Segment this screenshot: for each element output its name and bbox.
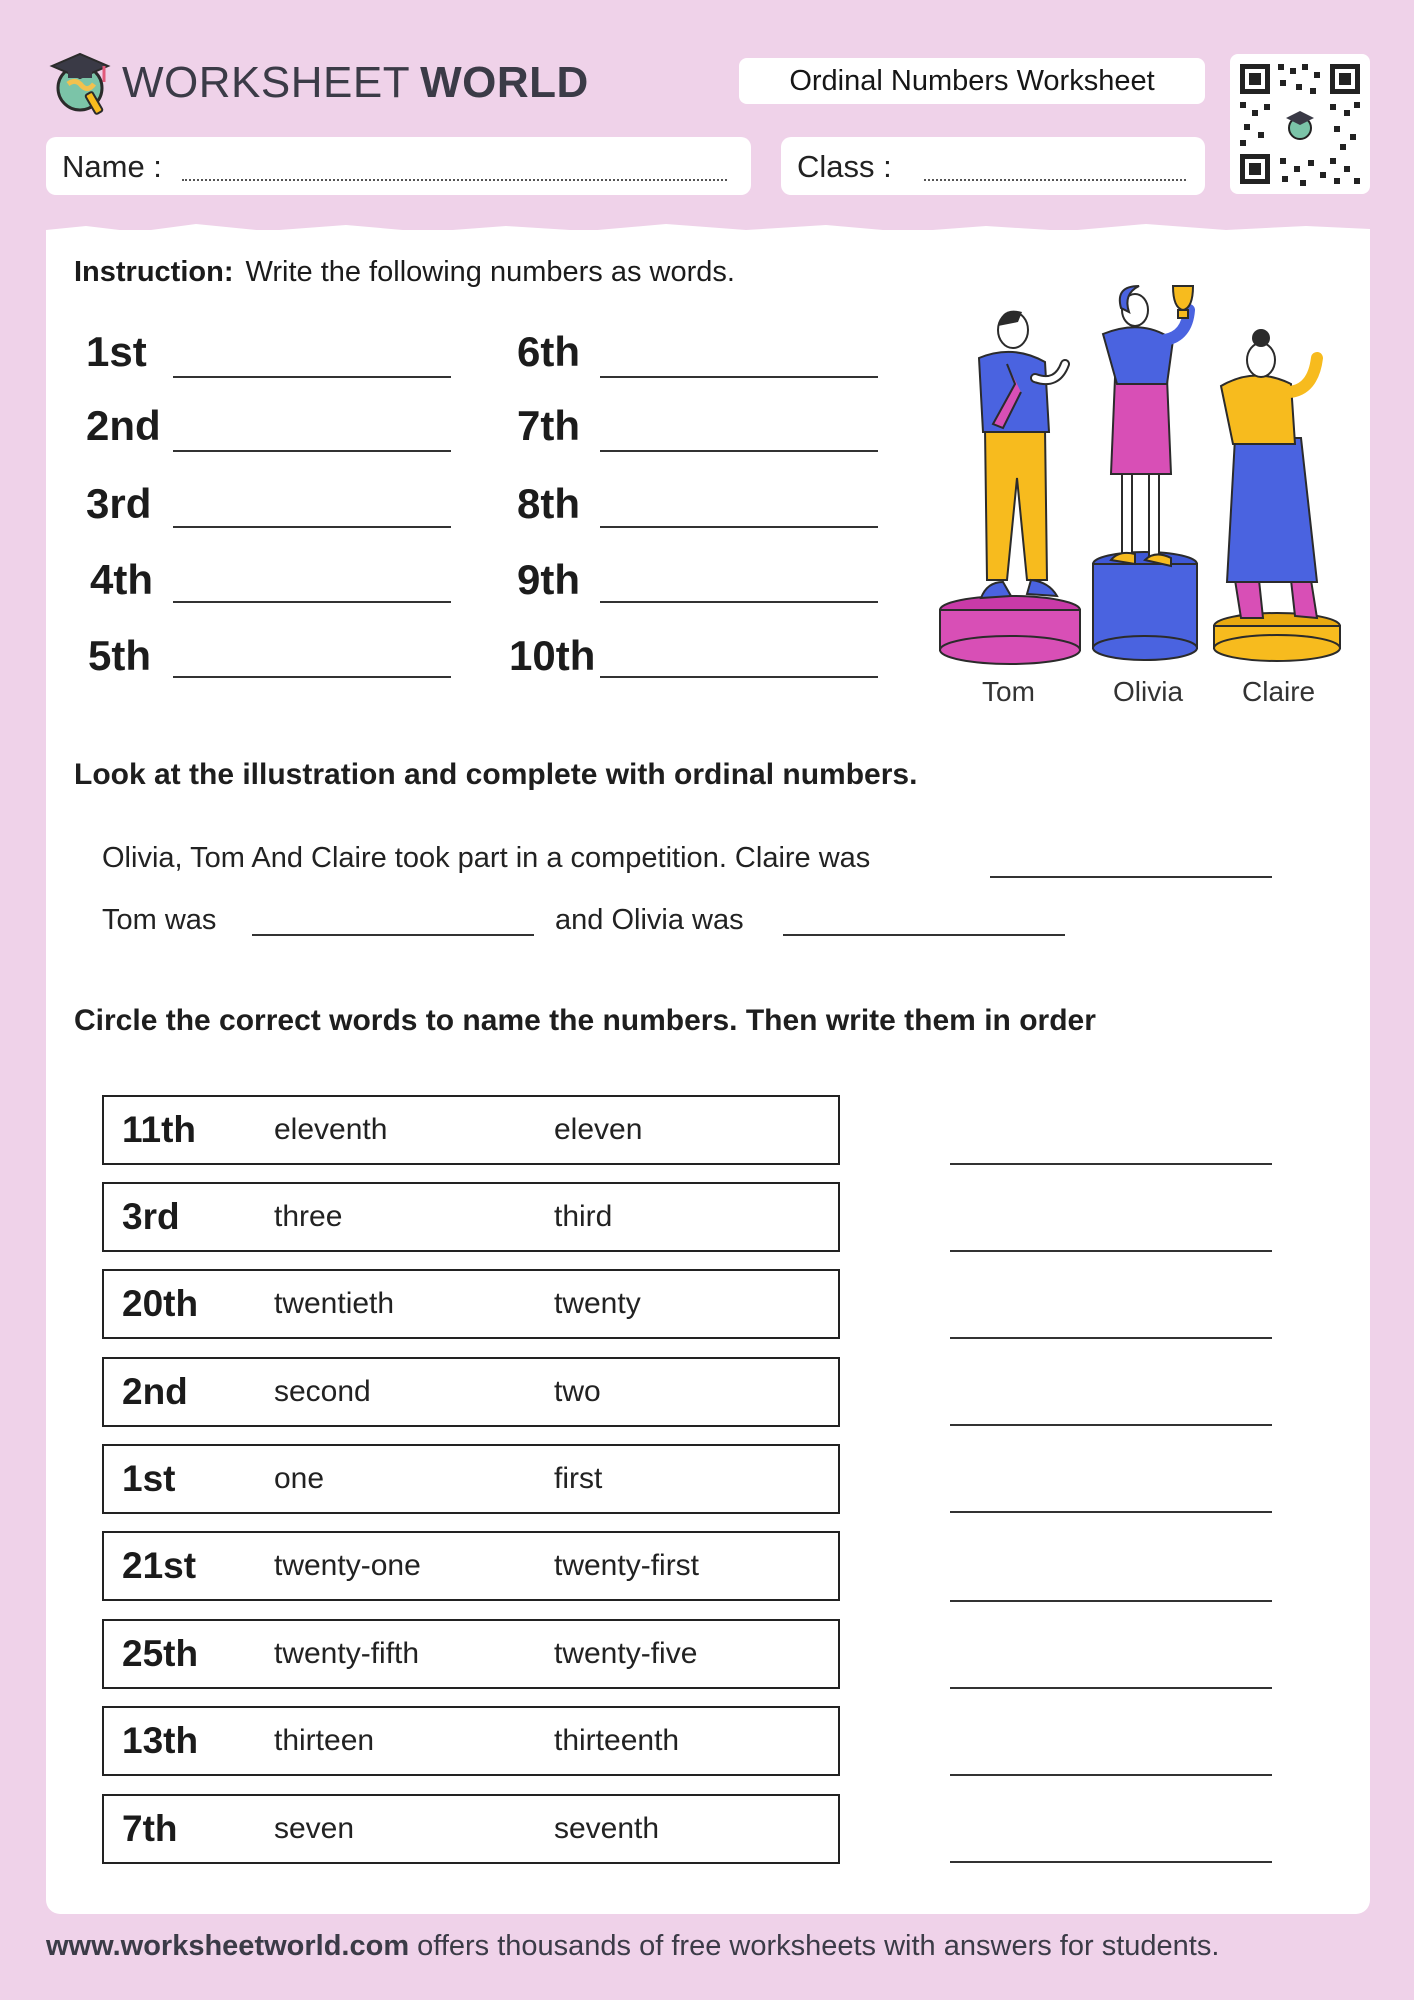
answer-line-right-3[interactable]	[600, 526, 878, 528]
name-field[interactable]	[46, 137, 751, 195]
instruction-label: Instruction:	[74, 256, 234, 288]
podium-illustration	[935, 268, 1355, 668]
answer-line-left-1[interactable]	[173, 376, 451, 378]
ordinal-right-10: 10th	[509, 632, 596, 679]
order-answer-line[interactable]	[950, 1687, 1272, 1689]
figure-label-claire: Claire	[1242, 676, 1316, 707]
order-answer-line[interactable]	[950, 1337, 1272, 1339]
choice-row	[102, 1182, 840, 1252]
row-option-b[interactable]: thirteenth	[554, 1724, 680, 1757]
answer-line-olivia[interactable]	[783, 934, 1065, 936]
footer-url[interactable]: www.worksheetworld.com	[46, 1930, 410, 1962]
answer-line-left-2[interactable]	[173, 450, 451, 452]
ordinal-left-3: 3rd	[86, 480, 152, 527]
row-number: 2nd	[122, 1371, 188, 1412]
answer-line-left-4[interactable]	[173, 601, 451, 603]
row-option-b[interactable]: two	[554, 1375, 601, 1408]
instruction	[74, 256, 735, 289]
row-option-a[interactable]: twenty-one	[274, 1549, 421, 1582]
answer-line-tom[interactable]	[252, 934, 534, 936]
figure-label-tom: Tom	[982, 676, 1035, 707]
row-option-b[interactable]: twenty	[554, 1287, 641, 1320]
row-number: 11th	[122, 1109, 197, 1150]
row-option-b[interactable]: third	[554, 1200, 613, 1233]
order-answer-line[interactable]	[950, 1600, 1272, 1602]
row-option-a[interactable]: eleventh	[274, 1113, 388, 1146]
answer-line-left-5[interactable]	[173, 676, 451, 678]
answer-line-right-1[interactable]	[600, 376, 878, 378]
row-number: 25th	[122, 1633, 199, 1674]
order-answer-line[interactable]	[950, 1511, 1272, 1513]
ordinal-left-4: 4th	[90, 556, 153, 603]
qr-code	[1230, 54, 1370, 194]
row-option-a[interactable]: twenty-fifth	[274, 1637, 420, 1670]
row-option-a[interactable]: one	[274, 1462, 325, 1495]
order-answer-line[interactable]	[950, 1861, 1272, 1863]
brand-name	[122, 58, 589, 108]
row-number: 20th	[122, 1283, 199, 1324]
footer	[46, 1930, 1219, 1963]
row-number: 1st	[122, 1458, 176, 1499]
answer-line-right-4[interactable]	[600, 601, 878, 603]
brand-light: WORKSHEET	[122, 58, 411, 107]
choice-row	[102, 1269, 840, 1339]
answer-line-right-5[interactable]	[600, 676, 878, 678]
name-dotted-line	[182, 179, 727, 181]
row-number: 3rd	[122, 1196, 180, 1237]
row-option-b[interactable]: first	[554, 1462, 603, 1495]
class-label: Class :	[797, 149, 892, 184]
ordinal-right-9: 9th	[517, 556, 580, 603]
order-answer-line[interactable]	[950, 1250, 1272, 1252]
ordinal-left-2: 2nd	[86, 402, 161, 449]
row-option-b[interactable]: seventh	[554, 1812, 660, 1845]
choice-row	[102, 1794, 840, 1864]
row-option-a[interactable]: second	[274, 1375, 371, 1408]
brand-bold: WORLD	[420, 58, 589, 107]
ordinal-right-6: 6th	[517, 328, 580, 375]
row-option-a[interactable]: three	[274, 1200, 343, 1233]
row-number: 13th	[122, 1720, 199, 1761]
choice-row	[102, 1357, 840, 1427]
sentence-line-1: Olivia, Tom And Claire took part in a competition. Claire was	[102, 842, 871, 874]
row-option-b[interactable]: twenty-five	[554, 1637, 698, 1670]
row-option-b[interactable]: eleven	[554, 1113, 643, 1146]
ordinal-left-5: 5th	[88, 632, 151, 679]
choice-row	[102, 1444, 840, 1514]
sentence-olivia-was: and Olivia was	[555, 904, 744, 936]
paper-torn-edge	[46, 214, 1370, 248]
row-number: 21st	[122, 1545, 197, 1586]
section2-heading: Look at the illustration and complete with ordinal numbers.	[74, 758, 918, 791]
class-field[interactable]	[781, 137, 1205, 195]
answer-line-right-2[interactable]	[600, 450, 878, 452]
name-label: Name :	[62, 149, 162, 184]
answer-line-claire[interactable]	[990, 876, 1272, 878]
choice-row	[102, 1706, 840, 1776]
row-option-a[interactable]: seven	[274, 1812, 355, 1845]
brand-logo-icon	[46, 46, 114, 116]
order-answer-line[interactable]	[950, 1424, 1272, 1426]
choice-row	[102, 1531, 840, 1601]
footer-text: offers thousands of free worksheets with answers for students.	[417, 1930, 1220, 1962]
answer-line-left-3[interactable]	[173, 526, 451, 528]
worksheet-title: Ordinal Numbers Worksheet	[739, 58, 1205, 104]
choice-row	[102, 1619, 840, 1689]
section3-heading: Circle the correct words to name the numbers. Then write them in order	[74, 1004, 1096, 1037]
instruction-text: Write the following numbers as words.	[245, 256, 735, 288]
row-option-a[interactable]: thirteen	[274, 1724, 375, 1757]
choice-row	[102, 1095, 840, 1165]
row-option-b[interactable]: twenty-first	[554, 1549, 700, 1582]
ordinal-left-1: 1st	[86, 328, 147, 375]
class-dotted-line	[924, 179, 1186, 181]
ordinal-right-7: 7th	[517, 402, 580, 449]
row-option-a[interactable]: twentieth	[274, 1287, 395, 1320]
sentence-tom-was: Tom was	[102, 904, 217, 936]
figure-label-olivia: Olivia	[1113, 676, 1184, 707]
row-number: 7th	[122, 1808, 178, 1849]
ordinal-right-8: 8th	[517, 480, 580, 527]
order-answer-line[interactable]	[950, 1163, 1272, 1165]
order-answer-line[interactable]	[950, 1774, 1272, 1776]
